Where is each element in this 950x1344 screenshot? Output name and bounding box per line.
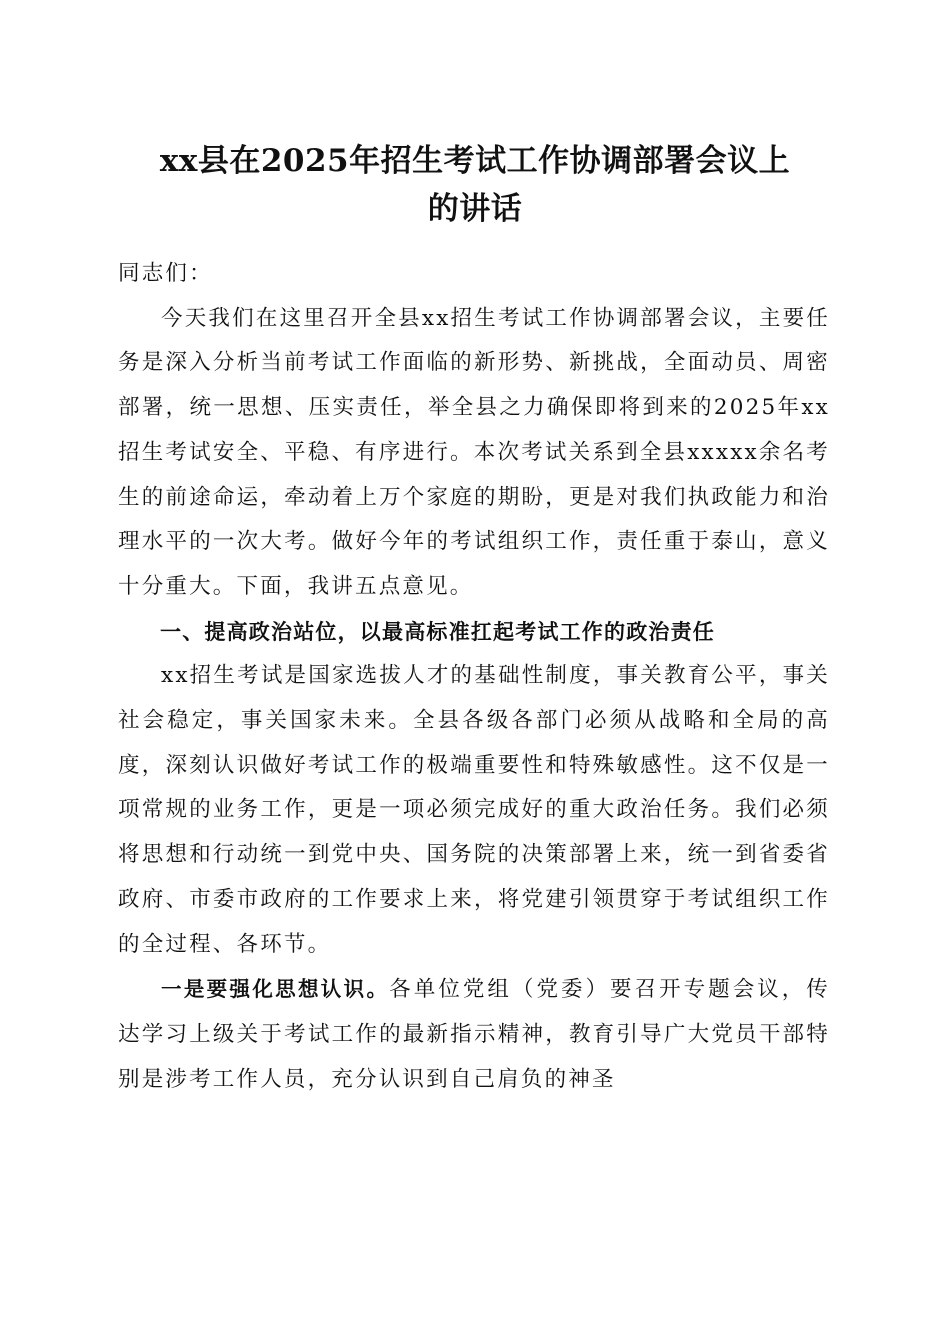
document-title — [100, 137, 850, 233]
title-line-2: 的讲话 — [427, 191, 523, 227]
point-1-paragraph — [118, 967, 830, 1102]
document-body — [118, 252, 830, 1102]
title-line-1: xx县在2025年招生考试工作协调部署会议上 — [159, 143, 791, 179]
section-heading-1: 一、提高政治站位，以最高标准扛起考试工作的政治责任 — [160, 619, 715, 644]
point-1-lead: 一是要强化思想认识。 — [161, 977, 390, 1002]
point-1-text: 各单位党组（党委）要召开专题会议，传达学习上级关于考试工作的最新指示精神，教育引导广大党员干部特别是涉考工作人员，充分认识到自己肩负的神圣 — [118, 977, 830, 1092]
section-1-paragraph: xx招生考试是国家选拔人才的基础性制度，事关教育公平，事关社会稳定，事关国家未来。全县各级各部门必须从战略和全局的高度，深刻认识做好考试工作的极端重要性和特殊敏感性。这不仅是一项常规的业务工作，更是一项必须完成好的重大政治任务。我们必须将思想和行动统一到党中央、国务院的决策部署上来，统一到省委省政府、市委市政府的工作要求上来，将党建引领贯穿于考试组织工作的全过程、各环节。 — [118, 663, 830, 957]
salutation: 同志们： — [118, 261, 213, 286]
intro-paragraph: 今天我们在这里召开全县xx招生考试工作协调部署会议，主要任务是深入分析当前考试工作面临的新形势、新挑战，全面动员、周密部署，统一思想、压实责任，举全县之力确保即将到来的2025年xx招生考试安全、平稳、有序进行。本次考试关系到全县xxxxx余名考生的前途命运，牵动着上万个家庭的期盼，更是对我们执政能力和治理水平的一次大考。做好今年的考试组织工作，责任重于泰山，意义十分重大。下面，我讲五点意见。 — [118, 305, 830, 599]
